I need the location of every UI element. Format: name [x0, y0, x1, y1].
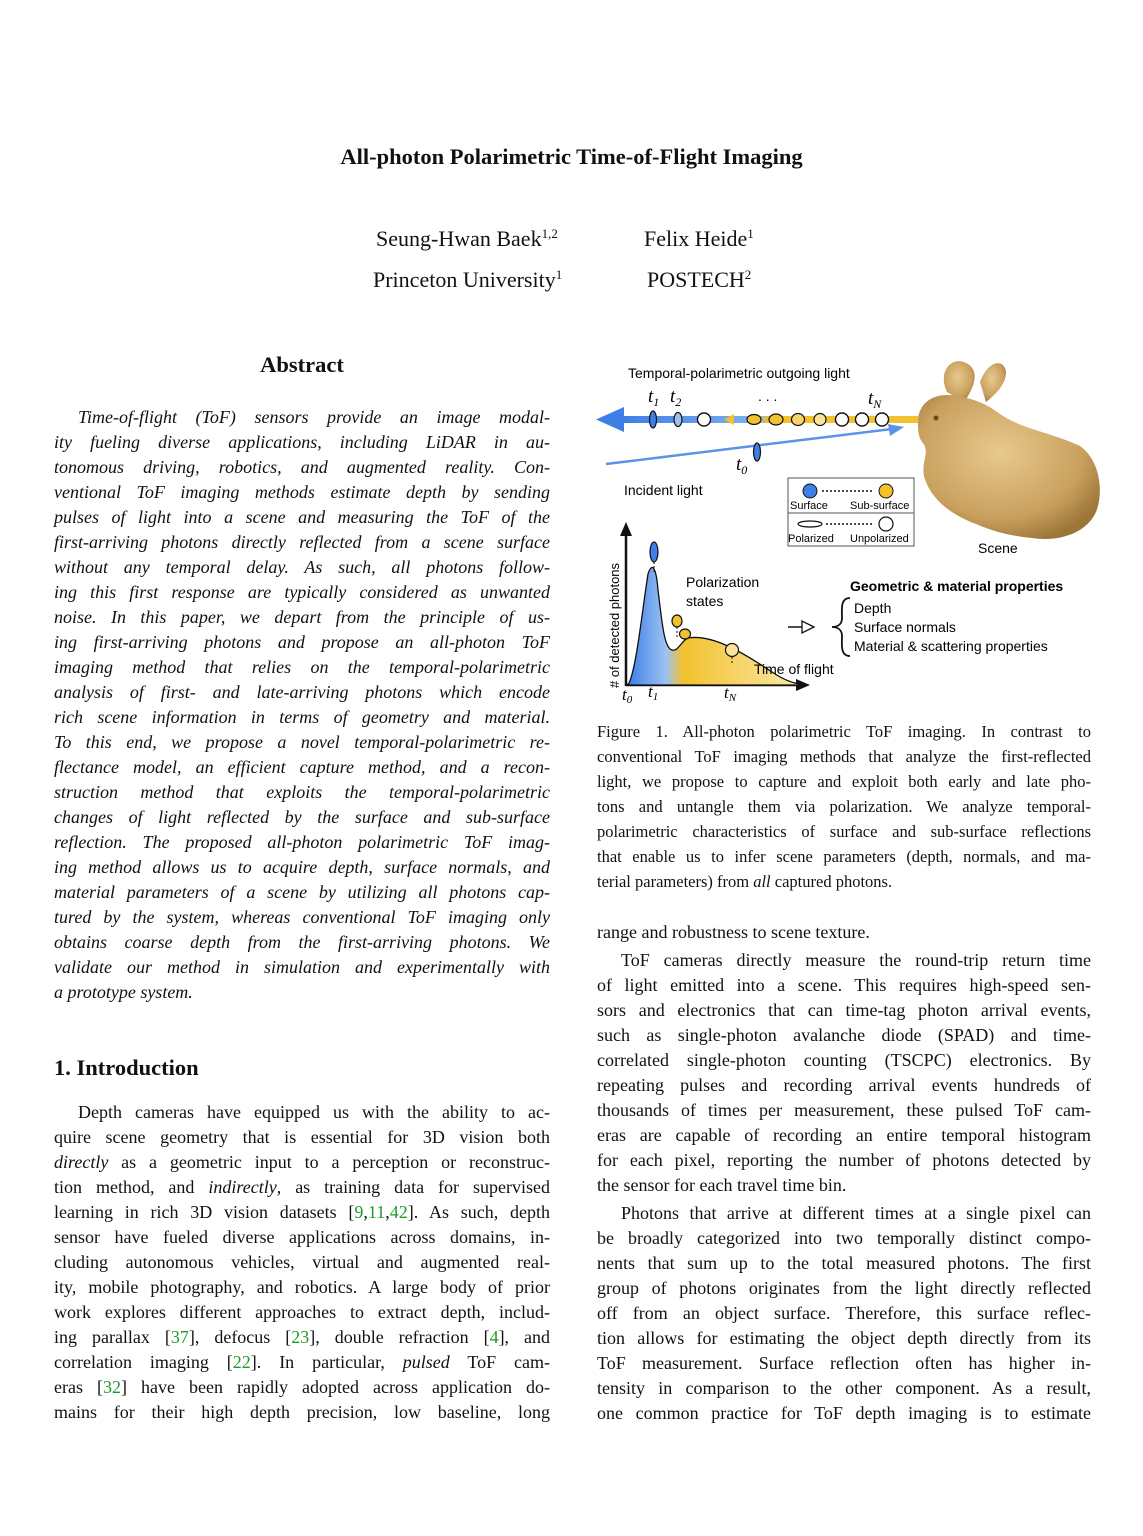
text-run: ], and [498, 1327, 551, 1347]
scene-label: Scene [978, 540, 1018, 556]
text-line [597, 795, 1091, 820]
affiliation-2 [647, 267, 751, 293]
bunny-eye [934, 416, 939, 421]
text-run: group of photons originates from the light directly reflected [597, 1278, 1091, 1298]
text-line [54, 1175, 550, 1200]
text-line [54, 1375, 550, 1400]
text-line [597, 1301, 1091, 1326]
citation-link[interactable]: 37 [170, 1327, 189, 1347]
text-line [597, 1073, 1091, 1098]
affiliation-sup: 2 [744, 267, 752, 282]
text-line [54, 1125, 550, 1150]
text-line: pulses of light into a scene and measuring the ToF of the [54, 507, 550, 527]
t1-label: $t_1$ [648, 386, 660, 409]
properties-brace [832, 598, 850, 656]
text-line: ity fueling diverse applications, including LiDAR in au- [54, 432, 550, 452]
text-run: cluding autonomous vehicles, virtual and augmented real- [54, 1252, 550, 1272]
introduction-body [54, 1100, 550, 1425]
text-line [597, 1023, 1091, 1048]
text-run: tensity in comparison to the other component. As a result, [597, 1378, 1091, 1398]
y-axis-arrowhead [620, 522, 632, 536]
legend-unpolarized-label: Unpolarized [850, 533, 909, 545]
italic-run: indirectly [208, 1177, 277, 1197]
text-line: imaging method that relies on the temporal-polarimetric [54, 657, 550, 677]
text-line [54, 1275, 550, 1300]
text-line [597, 1123, 1091, 1148]
text-line [597, 820, 1091, 845]
text-line: ing method allows us to acquire depth, surface normals, and [54, 857, 550, 877]
text-run: eras are capable of recording an entire temporal histogram [597, 1125, 1091, 1145]
text-run: captured photons. [770, 872, 893, 891]
text-line [54, 1100, 550, 1125]
text-line: struction method that exploits the temporal-polarimetric [54, 782, 550, 802]
text-line: a prototype system. [54, 982, 193, 1002]
yellow-arrowhead [724, 414, 734, 425]
text-line [597, 870, 1091, 895]
bunny-ear [980, 363, 1006, 402]
text-run: off from an object surface. Therefore, this surface reflec- [597, 1303, 1091, 1323]
citation-link[interactable]: 23 [291, 1327, 310, 1347]
text-line [54, 1250, 550, 1275]
text-line [54, 1200, 550, 1225]
text-line [597, 1173, 1091, 1198]
y-axis-label: # of detected photons [607, 562, 622, 688]
text-run: , [363, 1202, 368, 1222]
bunny-scene-image [918, 361, 1100, 539]
text-line [597, 998, 1091, 1023]
text-line [597, 1251, 1091, 1276]
paper-title: All-photon Polarimetric Time-of-Flight Imaging [340, 144, 803, 169]
citation-link[interactable]: 22 [232, 1352, 251, 1372]
text-run: eras [ [54, 1377, 103, 1397]
author-sup: 1,2 [541, 226, 558, 241]
right-column-body [597, 920, 1091, 1426]
citation-link[interactable]: 9 [354, 1202, 364, 1222]
outgoing-arrowhead [596, 407, 624, 432]
subsurface-marker [747, 415, 761, 425]
text-line: tured by the system, whereas conventional ToF imaging only [54, 907, 550, 927]
text-run: learning in rich 3D vision datasets [ [54, 1202, 355, 1222]
text-run: one common practice for ToF depth imaging is to estimate [597, 1403, 1091, 1423]
text-run: tion method, and [54, 1177, 209, 1197]
text-line: analysis of first- and late-arriving photons which encode [54, 682, 550, 702]
text-run: ToF measurement. Surface reflection often has higher in- [597, 1353, 1091, 1373]
polarized-surface-marker [674, 413, 682, 427]
text-run: Depth cameras have equipped us with the ability to ac- [78, 1102, 550, 1122]
histogram-polarized-marker [650, 542, 658, 562]
text-line [597, 745, 1091, 770]
section-heading-introduction: 1. Introduction [54, 1055, 199, 1080]
text-run: for each pixel, reporting the number of photons detected by [597, 1150, 1091, 1170]
text-line [54, 1400, 550, 1425]
citation-link[interactable]: 4 [489, 1327, 499, 1347]
affiliation-name: Princeton University [373, 267, 556, 292]
text-run: polarimetric characteristics of surface and sub-surface reflections [597, 822, 1091, 841]
text-line: reflection. The proposed all-photon polarimetric ToF imag- [54, 832, 550, 852]
text-line [597, 1201, 1091, 1226]
text-line: changes of light reflected by the surface and sub-surface [54, 807, 550, 827]
incident-pulse-marker [754, 443, 761, 461]
text-line: rich scene information in terms of geometry and material. [54, 707, 550, 727]
text-line [54, 1325, 550, 1350]
citation-link[interactable]: 42 [389, 1202, 408, 1222]
legend-subsurface-icon [879, 484, 893, 498]
abstract-body [54, 405, 550, 1005]
text-run: as a geometric input to a perception or reconstruc- [108, 1152, 550, 1172]
legend-surface-label: Surface [790, 500, 828, 512]
text-run: tons and untangle them via polarization. We analyze temporal- [597, 797, 1091, 816]
text-line [54, 1150, 550, 1175]
text-line: ing first-arriving photons and propose an all-photon ToF [54, 632, 550, 652]
figure-1 [592, 352, 1102, 708]
text-line [597, 1148, 1091, 1173]
text-line [597, 845, 1091, 870]
text-line: ventional ToF imaging methods estimate depth by sending [54, 482, 550, 502]
text-line [597, 920, 1091, 945]
property-surface-normals: Surface normals [854, 619, 956, 635]
polarization-states-label: Polarization [686, 574, 760, 590]
citation-link[interactable]: 11 [367, 1202, 386, 1222]
incident-beam [606, 429, 892, 464]
legend-surface-icon [803, 484, 817, 498]
subsurface-marker [769, 414, 783, 425]
text-run: that enable us to infer scene parameters (depth, normals, and ma- [597, 847, 1091, 866]
text-run: light, we propose to capture and exploit both early and late pho- [597, 772, 1091, 791]
text-run: be broadly categorized into two temporally distinct compo- [597, 1228, 1091, 1248]
text-line: noise. In this paper, we depart from the principle of us- [54, 607, 550, 627]
text-line: without any temporal delay. As such, all photons follow- [54, 557, 550, 577]
text-line [597, 1048, 1091, 1073]
text-run: correlation imaging [ [54, 1352, 233, 1372]
text-run: range and robustness to scene texture. [597, 922, 870, 942]
text-run: ]. In particular, [250, 1352, 403, 1372]
subsurface-marker [792, 414, 805, 426]
text-line [54, 1350, 550, 1375]
histogram-unpolarized-marker [726, 644, 739, 657]
italic-run: all [753, 872, 771, 891]
author-1 [376, 226, 558, 252]
text-run: ToF cam- [449, 1352, 550, 1372]
text-run: sors and electronics that can time-tag photon arrival events, [597, 1000, 1091, 1020]
legend-polarized-icon [798, 521, 822, 527]
text-run: Figure 1. All-photon polarimetric ToF imaging. In contrast to [597, 722, 1091, 741]
t2-label: $t_2$ [670, 386, 682, 409]
text-line: first-arriving photons directly reflected from a scene surface [54, 532, 550, 552]
text-line [597, 1226, 1091, 1251]
text-line [597, 1326, 1091, 1351]
text-run: , [385, 1202, 390, 1222]
polarized-surface-marker [650, 411, 657, 428]
text-run: correlated single-photon counting (TSCPC) electronics. By [597, 1050, 1091, 1070]
text-run: ing parallax [ [54, 1327, 171, 1347]
text-run: quire scene geometry that is essential for 3D vision both [54, 1127, 550, 1147]
histogram-subsurface-marker [672, 615, 682, 627]
text-line [597, 1376, 1091, 1401]
text-line [54, 1225, 550, 1250]
text-run: ity, mobile photography, and robotics. A large body of prior [54, 1277, 550, 1297]
property-material: Material & scattering properties [854, 638, 1048, 654]
text-line: validate our method in simulation and experimentally with [54, 957, 550, 977]
text-line: material parameters of a scene by utilizing all photons cap- [54, 882, 550, 902]
text-line: To this end, we propose a novel temporal-polarimetric re- [54, 732, 550, 752]
properties-arrowhead [802, 621, 814, 633]
text-line: ing this first response are typically considered as unwanted [54, 582, 550, 602]
text-run: mains for their high depth precision, low baseline, long [54, 1402, 550, 1422]
dots-label: . . . [758, 388, 778, 404]
legend-unpolarized-icon [879, 517, 893, 531]
subsurface-marker [814, 414, 826, 426]
t1-axis-label: t1 [648, 682, 659, 703]
outgoing-light-label: Temporal-polarimetric outgoing light [628, 365, 850, 381]
geometric-properties-heading: Geometric & material properties [850, 578, 1064, 594]
text-run: of light emitted into a scene. This requires high-speed sen- [597, 975, 1091, 995]
text-run: ] have been rapidly adopted across application do- [121, 1377, 550, 1397]
italic-run: directly [54, 1152, 109, 1172]
text-run: thousands of times per measurement, these pulsed ToF cam- [597, 1100, 1091, 1120]
time-of-flight-label: Time of flight [754, 661, 834, 677]
author-sup: 1 [747, 226, 754, 241]
text-line [597, 973, 1091, 998]
legend-polarized-label: Polarized [788, 533, 834, 545]
text-run: such as single-photon avalanche diode (SPAD) and time- [597, 1025, 1091, 1045]
text-line [597, 1276, 1091, 1301]
text-line [597, 770, 1091, 795]
t0-label: $t_0$ [736, 454, 748, 477]
text-line [597, 1351, 1091, 1376]
text-line: tonomous driving, robotics, and augmented reality. Con- [54, 457, 550, 477]
bunny-body [918, 395, 1100, 539]
text-line: flectance model, an efficient capture method, and a recon- [54, 757, 550, 777]
citation-link[interactable]: 32 [103, 1377, 121, 1397]
tN-label: $t_N$ [868, 388, 882, 411]
text-run: Photons that arrive at different times at a single pixel can [621, 1203, 1091, 1223]
text-line [597, 1401, 1091, 1426]
text-run: sensor have fueled diverse applications across domains, in- [54, 1227, 550, 1247]
text-run: the sensor for each travel time bin. [597, 1175, 847, 1195]
affiliation-name: POSTECH [647, 267, 745, 292]
italic-run: pulsed [402, 1352, 450, 1372]
text-run: , as training data for supervised [276, 1177, 551, 1197]
author-name: Felix Heide [644, 226, 748, 251]
text-line [597, 720, 1091, 745]
affiliation-1 [373, 267, 562, 293]
tN-axis-label: tN [724, 683, 737, 704]
text-run: conventional ToF imaging methods that analyze the first-reflected [597, 747, 1091, 766]
abstract-heading: Abstract [260, 352, 344, 377]
legend-subsurface-label: Sub-surface [850, 500, 910, 512]
incident-arrowhead [888, 424, 904, 436]
author-name: Seung-Hwan Baek [376, 226, 542, 251]
author-2 [644, 226, 754, 252]
text-line [597, 1098, 1091, 1123]
figure-1-caption [597, 720, 1091, 895]
text-run: nents that sum up to the total measured photons. The first [597, 1253, 1091, 1273]
text-run: ], defocus [ [188, 1327, 292, 1347]
unpolarized-marker [876, 413, 889, 426]
text-run: terial parameters) from [597, 872, 754, 891]
unpolarized-marker [836, 413, 849, 426]
text-run: tion allows for estimating the object depth directly from its [597, 1328, 1091, 1348]
text-run: repeating pulses and recording arrival events hundreds of [597, 1075, 1091, 1095]
text-line [597, 948, 1091, 973]
incident-light-label: Incident light [624, 482, 703, 498]
property-depth: Depth [854, 600, 892, 616]
unpolarized-marker [698, 413, 711, 426]
text-line [54, 1300, 550, 1325]
legend [788, 478, 914, 546]
text-run: ToF cameras directly measure the round-trip return time [621, 950, 1091, 970]
polarization-states-label: states [686, 593, 724, 609]
affiliation-sup: 1 [555, 267, 563, 282]
text-line: obtains coarse depth from the first-arriving photons. We [54, 932, 550, 952]
text-run: ], double refraction [ [309, 1327, 490, 1347]
text-run: work explores different approaches to extract depth, includ- [54, 1302, 550, 1322]
text-line: Time-of-flight (ToF) sensors provide an image modal- [78, 407, 550, 427]
histogram-subsurface-marker [680, 629, 691, 639]
text-run: ]. As such, depth [407, 1202, 550, 1222]
t0-axis-label: t0 [622, 685, 633, 706]
unpolarized-marker [856, 413, 869, 426]
